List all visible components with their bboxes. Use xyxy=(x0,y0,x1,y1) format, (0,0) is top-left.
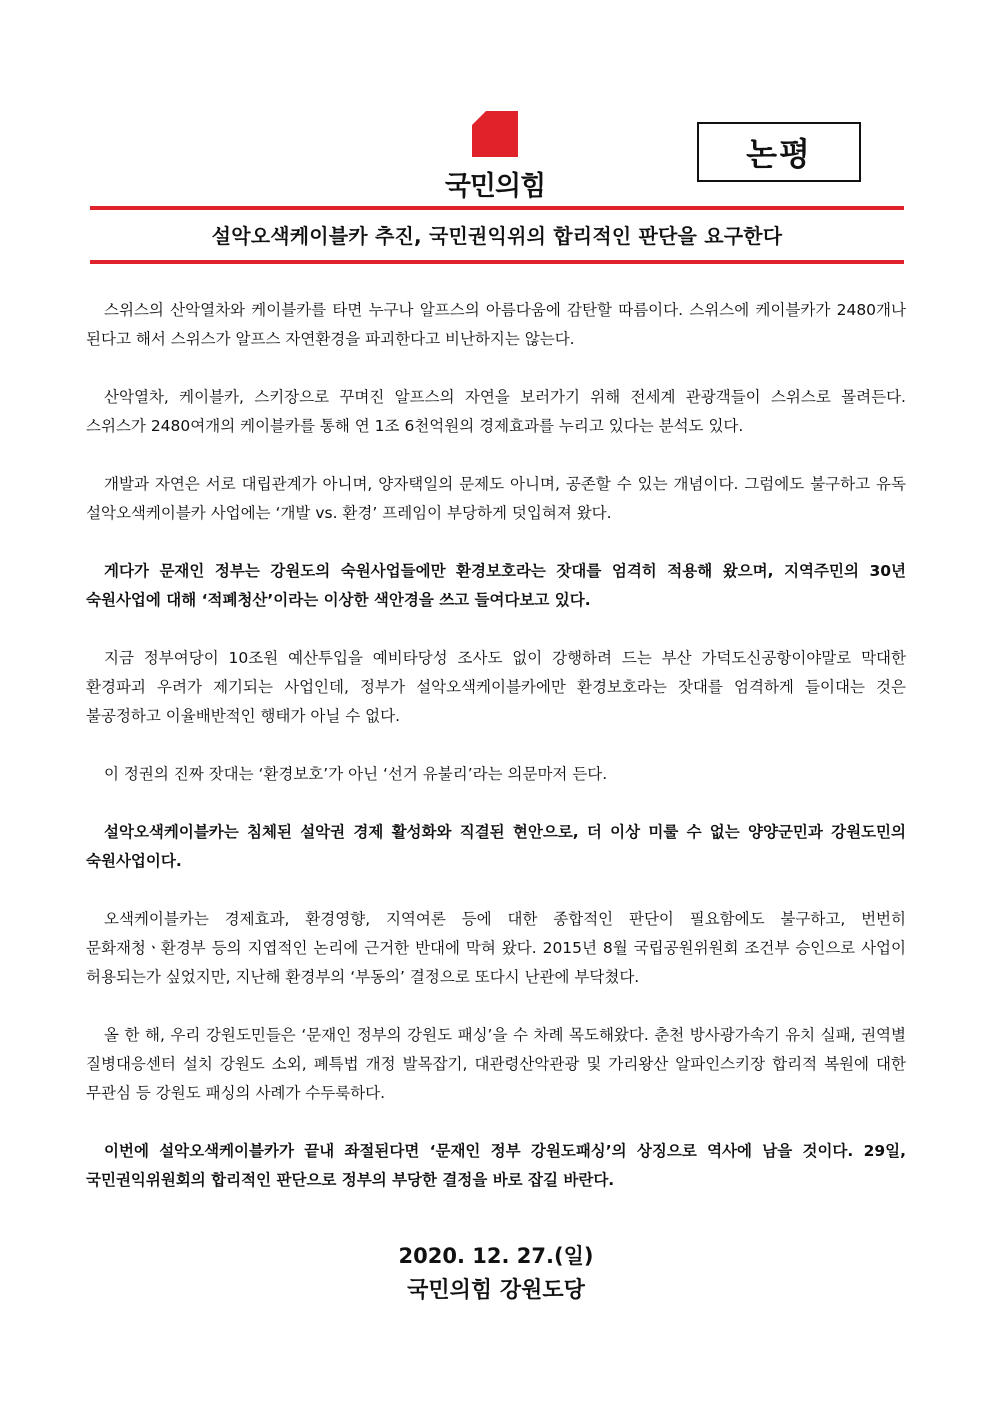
issuing-organization: 국민의힘 강원도당 xyxy=(407,1278,585,1303)
release-date: 2020. 12. 27.(일) xyxy=(398,1244,594,1268)
body-paragraph: 올 한 해, 우리 강원도민들은 ‘문재인 정부의 강원도 패싱’을 수 차례 목도해왔다. 춘천 방사광가속기 유치 실패, 권역별 질병대응센터 설치 강원도 소외, 폐특법 개정 발목잡기, 대관령산악관광 및 가리왕산 알파인스키장 합리적 복원에 대한 무관심 등 강원도 패싱의 사례가 수두룩하다. xyxy=(86,1026,906,1102)
body-paragraph: 산악열차, 케이블카, 스키장으로 꾸며진 알프스의 자연을 보러가기 위해 전세계 관광객들이 스위스로 몰려든다. 스위스가 2480여개의 케이블카를 통해 연 1조 6천억원의 경제효과를 누리고 있다는 분석도 있다. xyxy=(86,388,906,435)
paragraph-spacer xyxy=(86,789,906,818)
body-paragraph: 개발과 자연은 서로 대립관계가 아니며, 양자택일의 문제도 아니며, 공존할 수 있는 개념이다. 그럼에도 불구하고 유독 설악오색케이블카 사업에는 ‘개발 vs. 환경’ 프레임이 부당하게 덧입혀져 왔다. xyxy=(86,475,906,522)
body-paragraph: 이번에 설악오색케이블카가 끝내 좌절된다면 ‘문재인 정부 강원도패싱’의 상징으로 역사에 남을 것이다. 29일, 국민권익위원회의 합리적인 판단으로 정부의 부당한 결정을 바로 잡길 바란다. xyxy=(86,1142,906,1189)
paragraph-spacer xyxy=(86,441,906,470)
body-paragraph: 스위스의 산악열차와 케이블카를 타면 누구나 알프스의 아름다움에 감탄할 따름이다. 스위스에 케이블카가 2480개나 된다고 해서 스위스가 알프스 자연환경을 파괴한다고 비난하지는 않는다. xyxy=(86,301,906,348)
paragraph-spacer xyxy=(86,731,906,760)
body-paragraph: 지금 정부여당이 10조원 예산투입을 예비타당성 조사도 없이 강행하려 드는 부산 가덕도신공항이야말로 막대한 환경파괴 우려가 제기되는 사업인데, 정부가 설악오색케이블카에만 환경보호라는 잣대를 엄격하게 들이대는 것은 불공정하고 이율배반적인 행태가 아닐 수 없다. xyxy=(86,649,906,725)
commentary-body xyxy=(86,296,906,1195)
body-paragraph: 오색케이블카는 경제효과, 환경영향, 지역여론 등에 대한 종합적인 판단이 필요함에도 불구하고, 번번히 문화재청ㆍ환경부 등의 지엽적인 논리에 근거한 반대에 막혀 왔다. 2015년 8월 국립공원위원회 조건부 승인으로 사업이 허용되는가 싶었지만, 지난해 환경부의 ‘부동의’ 결정으로 또다시 난관에 부닥쳤다. xyxy=(86,910,906,986)
body-paragraph: 이 정권의 진짜 잣대는 ‘환경보호’가 아닌 ‘선거 유불리’라는 의문마저 든다. xyxy=(104,765,608,783)
headline-bottom-rule xyxy=(90,260,904,264)
paragraph-spacer xyxy=(86,615,906,644)
headline: 설악오색케이블카 추진, 국민권익위의 합리적인 판단을 요구한다 xyxy=(211,224,783,248)
body-paragraph: 설악오색케이블카는 침체된 설악권 경제 활성화와 직결된 현안으로, 더 이상 미룰 수 없는 양양군민과 강원도민의 숙원사업이다. xyxy=(86,823,906,870)
document-type-label: 논평 xyxy=(746,135,812,173)
paragraph-spacer xyxy=(86,1108,906,1137)
party-logo-mark xyxy=(472,111,518,157)
headline-top-rule xyxy=(90,206,904,210)
paragraph-spacer xyxy=(86,528,906,557)
paragraph-spacer xyxy=(86,992,906,1021)
body-paragraph: 게다가 문재인 정부는 강원도의 숙원사업들에만 환경보호라는 잣대를 엄격히 적용해 왔으며, 지역주민의 30년 숙원사업에 대해 ‘적폐청산’이라는 이상한 색안경을 쓰고 들여다보고 있다. xyxy=(86,562,906,609)
document-type-box xyxy=(697,122,861,182)
paragraph-spacer xyxy=(86,876,906,905)
paragraph-spacer xyxy=(86,354,906,383)
party-logo-text: 국민의힘 xyxy=(444,171,546,202)
